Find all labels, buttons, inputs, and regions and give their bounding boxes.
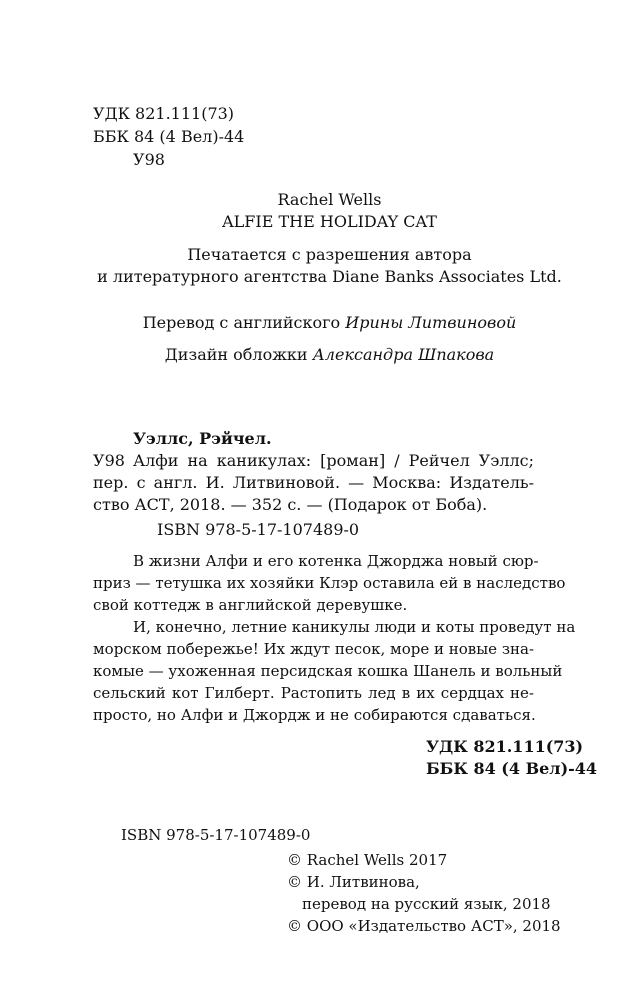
author-sign: У98 [133,150,165,169]
annotation-line-7: сельский кот Гилберт. Растопить лед в их сердцах не- [93,684,534,702]
bib-line-3: ство АСТ, 2018. — 352 с. — (Подарок от Боба). [93,495,488,514]
copyright-line-4: © ООО «Издательство АСТ», 2018 [287,917,561,935]
bib-heading: Уэллс, Рэйчел. [133,429,272,448]
designer-name: Александра Шпакова [312,345,495,364]
permission-line-1: Печатается с разрешения автора [187,245,472,264]
bbk-code: ББК 84 (4 Вел)-44 [93,127,245,146]
translator-name: Ирины Литвиновой [345,313,517,332]
translation-credit [20,312,619,334]
copyright-isbn: ISBN 978-5-17-107489-0 [121,826,311,844]
cover-design-credit [20,344,619,366]
original-author: Rachel Wells [277,190,382,209]
annotation-line-6: комые — ухоженная персидская кошка Шанель и вольный [93,662,563,680]
copyright-line-3: перевод на русский язык, 2018 [302,895,551,913]
original-title: ALFIE THE HOLIDAY CAT [222,212,437,231]
udk-code: УДК 821.111(73) [93,104,235,123]
annotation-line-5: морском побережье! Их ждут песок, море и новые зна- [93,640,535,658]
annotation-line-8: просто, но Алфи и Джордж и не собираются сдаваться. [93,706,536,724]
annotation-line-1: В жизни Алфи и его котенка Джорджа новый сюр- [133,552,539,570]
copyright-line-2: © И. Литвинова, [287,873,420,891]
bib-line-1: Алфи на каникулах: [роман] / Рейчел Уэллс; [133,451,534,470]
udk-code-bold: УДК 821.111(73) [426,737,584,756]
translation-prefix: Перевод с английского [142,313,341,332]
copyright-line-1: © Rachel Wells 2017 [287,851,448,869]
bib-sign: У98 [93,451,125,470]
bib-line-2: пер. с англ. И. Литвиновой. — Москва: Издатель- [93,473,534,492]
annotation-line-3: свой коттедж в английской деревушке. [93,596,408,614]
bib-isbn: ISBN 978-5-17-107489-0 [157,520,360,539]
bbk-code-bold: ББК 84 (4 Вел)-44 [426,759,598,778]
permission-line-2: и литературного агентства Diane Banks Associates Ltd. [97,267,562,286]
annotation-line-2: приз — тетушка их хозяйки Клэр оставила ей в наследство [93,574,566,592]
cover-design-prefix: Дизайн обложки [164,345,308,364]
annotation-line-4: И, конечно, летние каникулы люди и коты проведут на [133,618,576,636]
